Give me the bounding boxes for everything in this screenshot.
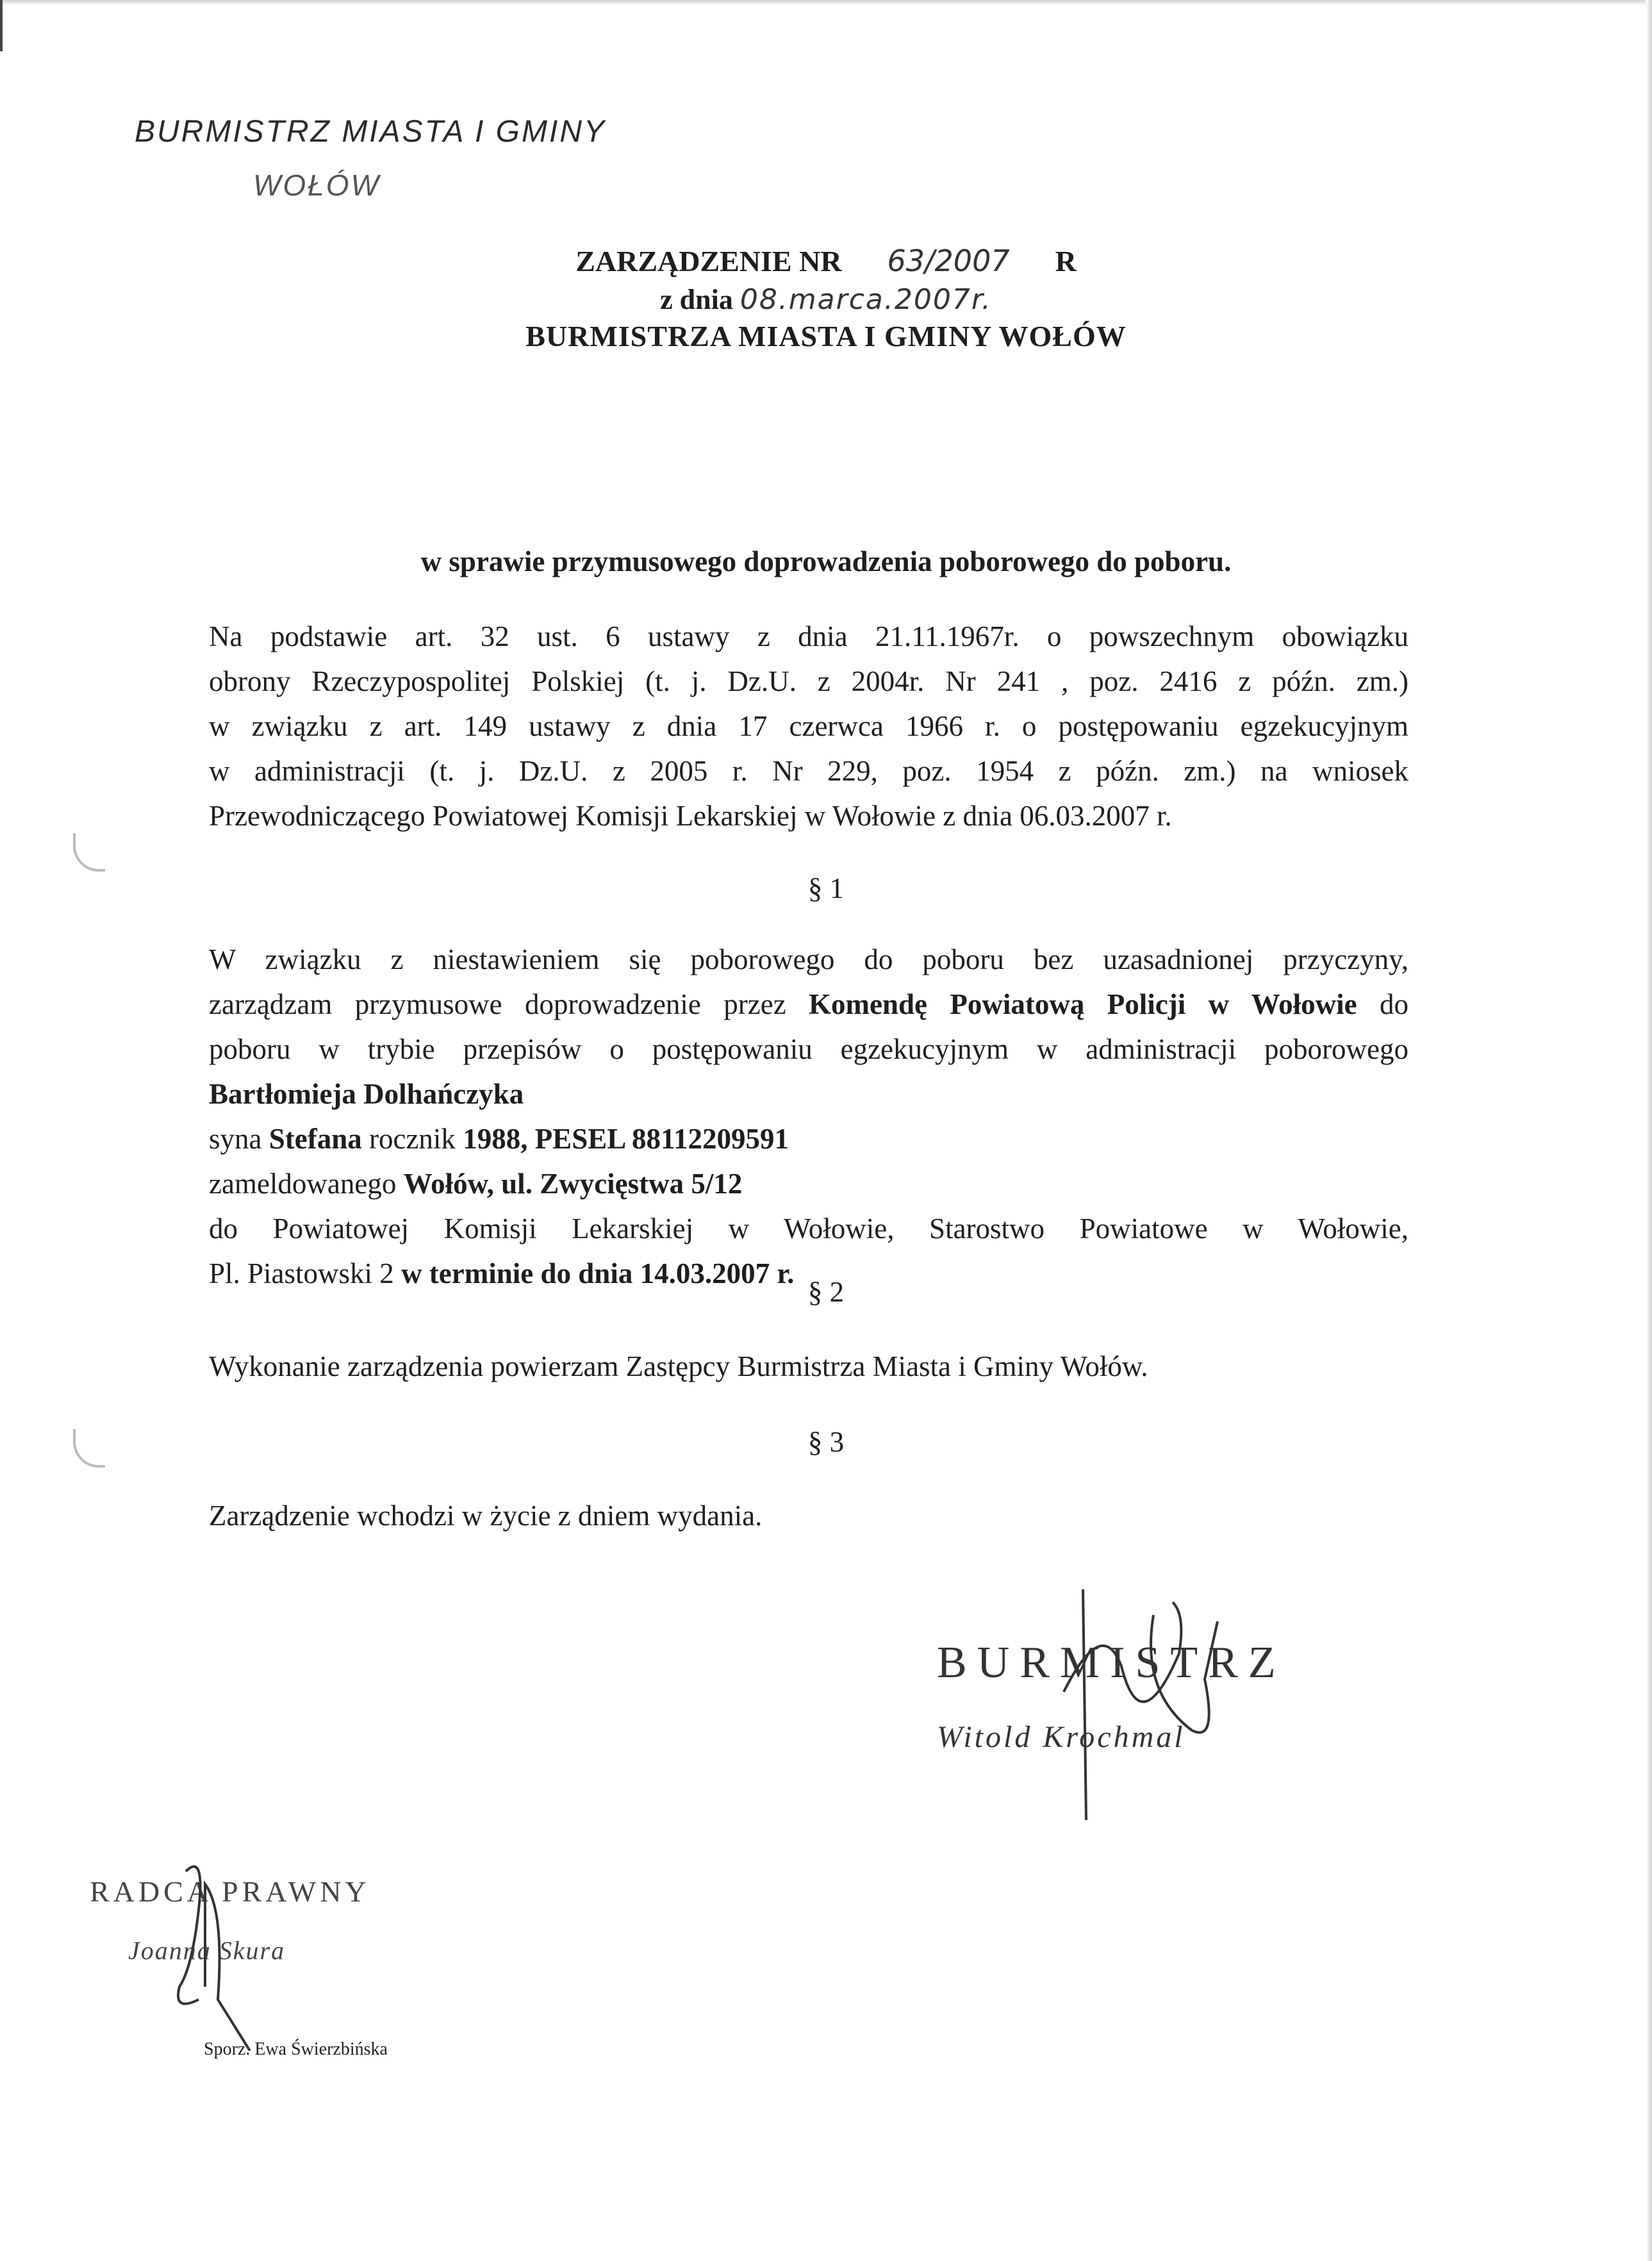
section-3-body [209, 1493, 1408, 1538]
conscript-name-text: Bartłomieja Dolhańczyka [209, 1078, 524, 1110]
father-name: Stefana [268, 1123, 362, 1155]
issuer-heading: BURMISTRZA MIASTA I GMINY WOŁÓW [525, 320, 1127, 352]
prepared-by: Sporz. Ewa Świerzbińska [204, 2039, 388, 2059]
legal-advisor-stamp-title: RADCA PRAWNY [90, 1875, 370, 1908]
legal-advisor-signature [160, 1859, 288, 2051]
section-3-heading: § 3 [807, 1426, 845, 1458]
police-unit: Komendę Powiatową Policji w Wołowie [809, 988, 1357, 1020]
address: Wołów, ul. Zwycięstwa 5/12 [403, 1168, 743, 1200]
birth-year-pesel: 1988, PESEL 88112209591 [463, 1123, 789, 1155]
section-1-line: W związku z niestawieniem się poborowego do poboru bez uzasadnionej przyczyny, [209, 943, 1408, 975]
title-suffix: R [1055, 245, 1077, 277]
text-run: rocznik [361, 1123, 463, 1155]
text-run: syna [209, 1123, 269, 1155]
mayor-stamp-name: Witold Krochmal [937, 1720, 1185, 1754]
basis-line: Na podstawie art. 32 ust. 6 ustawy z dnia 21.11.1967r. o powszechnym obowiązku [209, 620, 1408, 652]
text-run: zameldowanego [209, 1168, 404, 1200]
date-value: 08.marca.2007r. [739, 283, 992, 316]
section-1-body [209, 937, 1408, 1296]
scan-edge-top [0, 0, 1652, 5]
section-1-line: do Powiatowej Komisji Lekarskiej w Wołowie, Starostwo Powiatowe w Wołowie, [209, 1213, 1408, 1245]
legal-basis-paragraph [209, 614, 1408, 838]
office-stamp-line1: BURMISTRZ MIASTA I GMINY [135, 115, 607, 149]
conscript-name [209, 1072, 1408, 1116]
punch-hole-mark [73, 833, 105, 872]
basis-line: Przewodniczącego Powiatowej Komisji Lekarskiej w Wołowie z dnia 06.03.2007 r. [209, 800, 1172, 832]
deadline: w terminie do dnia 14.03.2007 r. [401, 1257, 795, 1289]
office-stamp-line2: WOŁÓW [253, 169, 381, 202]
section-1-line [209, 982, 1408, 1027]
punch-hole-mark [73, 1429, 105, 1468]
basis-line: w związku z art. 149 ustawy z dnia 17 czerwca 1966 r. o postępowaniu egzekucyjnym [209, 710, 1408, 742]
section-2-body [209, 1344, 1408, 1389]
document-title [0, 244, 1652, 278]
handwritten-signature [1025, 1577, 1256, 1833]
text-run: Pl. Piastowski 2 [209, 1257, 402, 1289]
legal-advisor-stamp-name: Joanna Skura [128, 1936, 286, 1965]
basis-line: w administracji (t. j. Dz.U. z 2005 r. Nr 229, poz. 1954 z późn. zm.) na wniosek [209, 755, 1408, 787]
section-2-text: Wykonanie zarządzenia powierzam Zastępcy Burmistrza Miasta i Gminy Wołów. [209, 1350, 1148, 1382]
date-prefix: z dnia [660, 284, 733, 315]
title-prefix: ZARZĄDZENIE NR [575, 245, 842, 277]
scan-mark [0, 0, 3, 51]
title-number: 63/2007 [887, 244, 1010, 278]
section-1-line [209, 1161, 1408, 1206]
section-1-heading: § 1 [807, 872, 845, 904]
document-subject: w sprawie przymusowego doprowadzenia poborowego do poboru. [420, 545, 1232, 577]
section-2-heading: § 2 [807, 1276, 845, 1308]
basis-line: obrony Rzeczypospolitej Polskiej (t. j. Dz.U. z 2004r. Nr 241 , poz. 2416 z późn. zm.) [209, 665, 1408, 697]
section-1-line: poboru w trybie przepisów o postępowaniu egzekucyjnym w administracji poborowego [209, 1033, 1408, 1065]
section-1-line [209, 1116, 1408, 1161]
text-run: zarządzam przymusowe doprowadzenie przez [209, 988, 809, 1020]
section-3-text: Zarządzenie wchodzi w życie z dniem wydania. [209, 1500, 763, 1532]
document-date [0, 283, 1652, 316]
mayor-stamp-title: BURMISTRZ [937, 1638, 1286, 1687]
text-run: do [1357, 988, 1408, 1020]
